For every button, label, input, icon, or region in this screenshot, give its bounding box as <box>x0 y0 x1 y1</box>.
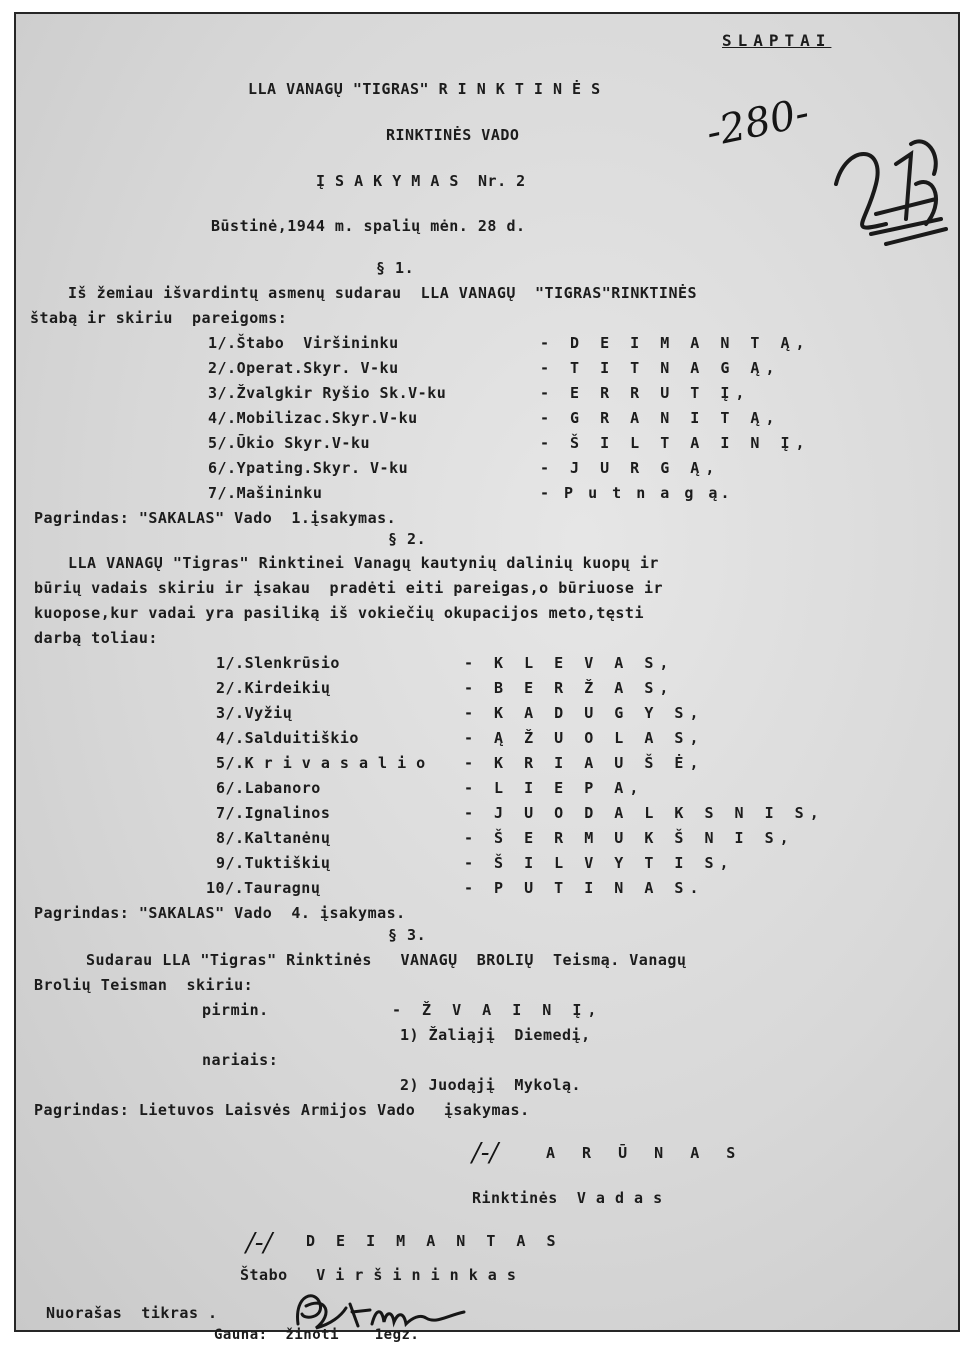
place-date: Būstinė,1944 m. spalių mėn. 28 d. <box>211 217 526 235</box>
distribution-receives: Gauna: žinoti 1egz. <box>214 1327 420 1343</box>
copy-certified-label: Nuorašas tikras . <box>46 1304 218 1322</box>
unit-commander: - Ą Ž U O L A S, <box>464 729 705 747</box>
commander-title: Rinktinės V a d a s <box>472 1189 663 1207</box>
unit-name: 7/.Ignalinos <box>216 804 331 822</box>
unit-name: 2/.Kirdeikių <box>216 679 331 697</box>
unit-commander: - Š E R M U K Š N I S, <box>464 829 795 847</box>
unit-name: 10/.Tauragnų <box>206 879 321 897</box>
staff-role: 3/.Žvalgkir Ryšio Sk.V-ku <box>208 384 447 402</box>
section-1-basis: Pagrindas: "SAKALAS" Vado 1.įsakymas. <box>34 509 397 527</box>
unit-name: 6/.Labanoro <box>216 779 321 797</box>
unit-name: 1/.Slenkrūsio <box>216 654 340 672</box>
staff-name: - J U R G Ą, <box>540 459 721 477</box>
staff-name: - D E I M A N T Ą, <box>540 334 811 352</box>
court-member-1: 1) Žaliąjį Diemedį, <box>400 1026 591 1044</box>
staff-role: 6/.Ypating.Skyr. V-ku <box>208 459 409 477</box>
section-3-para-1: Sudarau LLA "Tigras" Rinktinės VANAGŲ BROLIŲ Teismą. Vanagų <box>86 951 687 969</box>
chief-title: Štabo V i r š i n i n k a s <box>240 1266 517 1284</box>
section-3-para-2: Brolių Teisman skiriu: <box>34 976 254 994</box>
staff-name: - T I T N A G Ą, <box>540 359 781 377</box>
document-sheet <box>14 12 960 1343</box>
chief-name: D E I M A N T A S <box>306 1232 562 1250</box>
commander-name: A R Ū N A S <box>546 1144 745 1162</box>
chief-signed-mark: /-/ <box>246 1228 273 1258</box>
section-2-basis: Pagrindas: "SAKALAS" Vado 4. įsakymas. <box>34 904 406 922</box>
commander-signed-mark: /-/ <box>472 1138 499 1168</box>
staff-role: 2/.Operat.Skyr. V-ku <box>208 359 399 377</box>
section-2-para-1: LLA VANAGŲ "Tigras" Rinktinei Vanagų kautynių dalinių kuopų ir <box>68 554 659 572</box>
court-chair-name: - Ž V A I N Į, <box>392 1001 603 1019</box>
unit-commander: - B E R Ž A S, <box>464 679 675 697</box>
section-1-intro-1: Iš žemiau išvardintų asmenų sudarau LLA VANAGŲ "TIGRAS"RINKTINĖS <box>68 284 698 302</box>
unit-commander: - K R I A U Š Ė, <box>464 754 705 772</box>
staff-name: - Š I L T A I N Į, <box>540 434 811 452</box>
section-2-para-3: kuopose,kur vadai yra pasiliką iš vokiečių okupacijos meto,tęsti <box>34 604 644 622</box>
unit-commander: - J U O D A L K S N I S, <box>464 804 825 822</box>
unit-commander: - Š I L V Y T I S, <box>464 854 735 872</box>
staff-name: - G R A N I T Ą, <box>540 409 781 427</box>
unit-name: 4/.Salduitiškio <box>216 729 359 747</box>
order-title: Į S A K Y M A S Nr. 2 <box>316 172 526 190</box>
unit-name: 8/.Kaltanėnų <box>216 829 331 847</box>
staff-role: 4/.Mobilizac.Skyr.V-ku <box>208 409 418 427</box>
staff-name: - P u t n a g ą. <box>540 484 733 502</box>
section-3-mark: § 3. <box>388 926 427 944</box>
section-2-mark: § 2. <box>388 530 427 548</box>
court-members-label: nariais: <box>202 1051 279 1069</box>
section-2-para-2: būrių vadais skiriu ir įsakau pradėti eiti pareigas,o būriuose ir <box>34 579 664 597</box>
section-3-basis: Pagrindas: Lietuvos Laisvės Armijos Vado įsakymas. <box>34 1101 530 1119</box>
section-1-intro-2: štabą ir skiriu pareigoms: <box>30 309 288 327</box>
classification-label: SLAPTAI <box>722 31 832 50</box>
unit-name: 5/.K r i v a s a l i o <box>216 754 426 772</box>
org-line: LLA VANAGŲ "TIGRAS" R I N K T I N Ė S <box>248 80 601 98</box>
unit-commander: - K A D U G Y S, <box>464 704 705 722</box>
unit-commander: - P U T I N A S. <box>464 879 705 897</box>
handwritten-number: -280- <box>702 89 814 157</box>
handwritten-scribble-icon <box>816 124 956 264</box>
staff-role: 1/.Štabo Viršininku <box>208 334 399 352</box>
staff-name: - E R R U T Į, <box>540 384 751 402</box>
staff-role: 7/.Mašininku <box>208 484 323 502</box>
unit-commander: - K L E V A S, <box>464 654 675 672</box>
section-1-mark: § 1. <box>376 259 415 277</box>
unit-name: 9/.Tuktiškių <box>216 854 331 872</box>
staff-role: 5/.Ūkio Skyr.V-ku <box>208 434 371 452</box>
section-2-para-4: darbą toliau: <box>34 629 158 647</box>
unit-name: 3/.Vyžių <box>216 704 293 722</box>
court-member-2: 2) Juodąjį Mykolą. <box>400 1076 582 1094</box>
unit-commander: - L I E P A, <box>464 779 645 797</box>
sub-line: RINKTINĖS VADO <box>386 126 520 144</box>
court-chair-label: pirmin. <box>202 1001 269 1019</box>
